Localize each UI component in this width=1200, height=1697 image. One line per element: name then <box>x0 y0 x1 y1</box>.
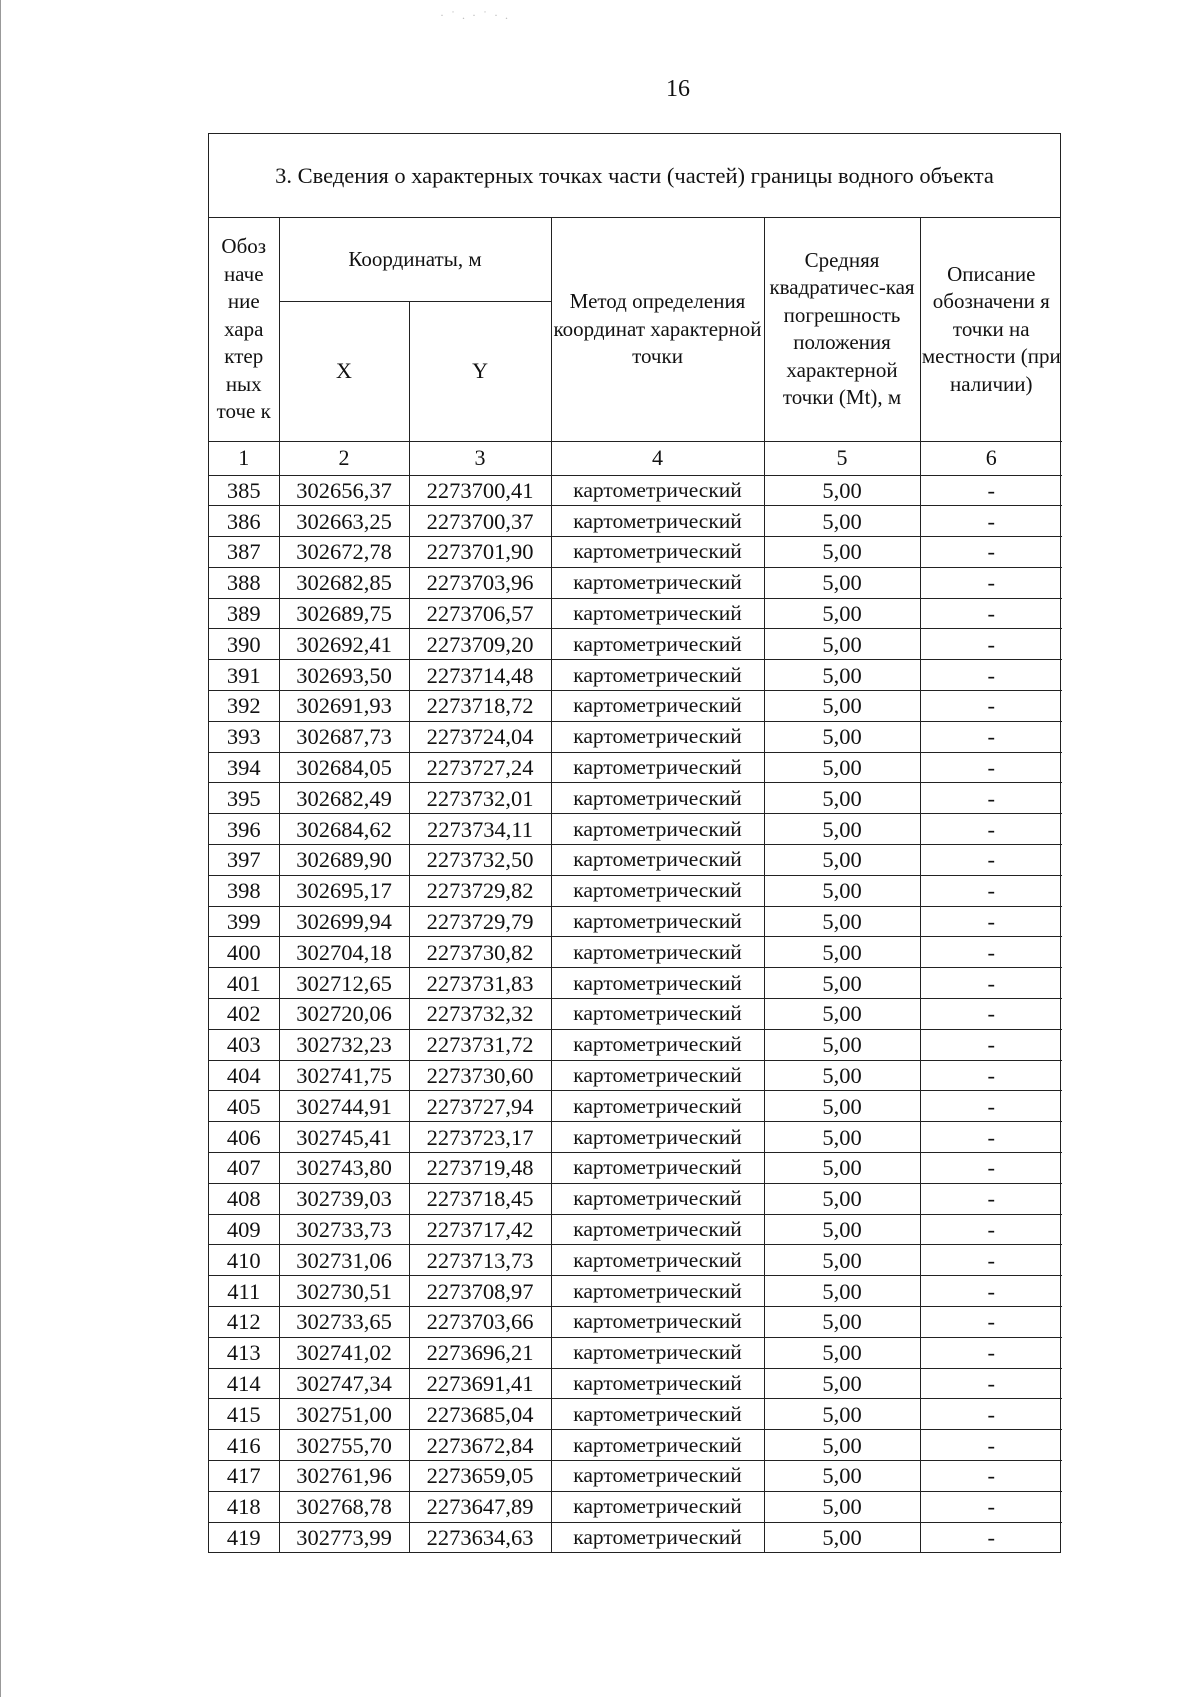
table-row <box>209 475 1062 506</box>
error-cell: 5,00 <box>764 1245 920 1276</box>
description-cell: - <box>920 1060 1062 1091</box>
description-cell: - <box>920 1183 1062 1214</box>
method-cell: картометрический <box>551 721 764 752</box>
method-cell: картометрический <box>551 1214 764 1245</box>
error-cell: 5,00 <box>764 1183 920 1214</box>
method-cell: картометрический <box>551 1153 764 1184</box>
method-cell: картометрический <box>551 999 764 1030</box>
point-number-cell: 413 <box>209 1337 279 1368</box>
description-cell: - <box>920 537 1062 568</box>
table-row <box>209 567 1062 598</box>
point-number-cell: 417 <box>209 1461 279 1492</box>
y-coordinate-cell: 2273718,72 <box>409 691 551 722</box>
error-cell: 5,00 <box>764 1214 920 1245</box>
method-cell: картометрический <box>551 629 764 660</box>
x-coordinate-cell: 302687,73 <box>279 721 409 752</box>
point-number-cell: 404 <box>209 1060 279 1091</box>
table-row <box>209 721 1062 752</box>
column-number: 2 <box>279 441 409 475</box>
section-title: 3. Сведения о характерных точках части (частей) границы водного объекта <box>209 134 1060 218</box>
table-row <box>209 814 1062 845</box>
method-cell: картометрический <box>551 598 764 629</box>
method-cell: картометрический <box>551 845 764 876</box>
column-number: 1 <box>209 441 279 475</box>
error-cell: 5,00 <box>764 999 920 1030</box>
table-row <box>209 1522 1062 1552</box>
table-row <box>209 506 1062 537</box>
error-cell: 5,00 <box>764 506 920 537</box>
description-cell: - <box>920 1276 1062 1307</box>
x-coordinate-cell: 302689,90 <box>279 845 409 876</box>
description-cell: - <box>920 1091 1062 1122</box>
table-row <box>209 1245 1062 1276</box>
y-coordinate-cell: 2273730,60 <box>409 1060 551 1091</box>
description-cell: - <box>920 1430 1062 1461</box>
method-cell: картометрический <box>551 906 764 937</box>
method-cell: картометрический <box>551 1522 764 1552</box>
table-row <box>209 1029 1062 1060</box>
point-number-cell: 416 <box>209 1430 279 1461</box>
x-coordinate-cell: 302672,78 <box>279 537 409 568</box>
error-cell: 5,00 <box>764 721 920 752</box>
error-cell: 5,00 <box>764 875 920 906</box>
description-cell: - <box>920 660 1062 691</box>
table-row <box>209 1060 1062 1091</box>
description-cell: - <box>920 1368 1062 1399</box>
method-cell: картометрический <box>551 1461 764 1492</box>
table-row <box>209 783 1062 814</box>
description-cell: - <box>920 691 1062 722</box>
y-coordinate-cell: 2273727,94 <box>409 1091 551 1122</box>
point-number-cell: 388 <box>209 567 279 598</box>
point-number-cell: 409 <box>209 1214 279 1245</box>
description-cell: - <box>920 1214 1062 1245</box>
description-cell: - <box>920 968 1062 999</box>
method-cell: картометрический <box>551 691 764 722</box>
table-row <box>209 968 1062 999</box>
x-coordinate-cell: 302684,05 <box>279 752 409 783</box>
method-cell: картометрический <box>551 1060 764 1091</box>
header-description: Описание обозначени я точки на местности (при наличии) <box>920 218 1062 441</box>
y-coordinate-cell: 2273691,41 <box>409 1368 551 1399</box>
y-coordinate-cell: 2273706,57 <box>409 598 551 629</box>
y-coordinate-cell: 2273713,73 <box>409 1245 551 1276</box>
description-cell: - <box>920 875 1062 906</box>
point-number-cell: 386 <box>209 506 279 537</box>
table-row <box>209 1307 1062 1338</box>
description-cell: - <box>920 906 1062 937</box>
description-cell: - <box>920 721 1062 752</box>
method-cell: картометрический <box>551 1276 764 1307</box>
method-cell: картометрический <box>551 660 764 691</box>
error-cell: 5,00 <box>764 937 920 968</box>
method-cell: картометрический <box>551 1245 764 1276</box>
table-row <box>209 1491 1062 1522</box>
method-cell: картометрический <box>551 814 764 845</box>
table-row <box>209 1153 1062 1184</box>
error-cell: 5,00 <box>764 1307 920 1338</box>
error-cell: 5,00 <box>764 1122 920 1153</box>
description-cell: - <box>920 506 1062 537</box>
y-coordinate-cell: 2273700,41 <box>409 475 551 506</box>
error-cell: 5,00 <box>764 968 920 999</box>
x-coordinate-cell: 302682,85 <box>279 567 409 598</box>
header-x: X <box>279 301 409 441</box>
y-coordinate-cell: 2273732,50 <box>409 845 551 876</box>
table-row <box>209 1461 1062 1492</box>
description-cell: - <box>920 1245 1062 1276</box>
method-cell: картометрический <box>551 875 764 906</box>
table-row <box>209 1122 1062 1153</box>
error-cell: 5,00 <box>764 814 920 845</box>
header-error: Средняя квадратичес-кая погрешность положения характерной точки (Mt), м <box>764 218 920 441</box>
method-cell: картометрический <box>551 1491 764 1522</box>
column-number: 3 <box>409 441 551 475</box>
table-row <box>209 537 1062 568</box>
error-cell: 5,00 <box>764 475 920 506</box>
point-number-cell: 393 <box>209 721 279 752</box>
error-cell: 5,00 <box>764 1153 920 1184</box>
description-cell: - <box>920 752 1062 783</box>
point-number-cell: 387 <box>209 537 279 568</box>
method-cell: картометрический <box>551 567 764 598</box>
error-cell: 5,00 <box>764 1430 920 1461</box>
x-coordinate-cell: 302745,41 <box>279 1122 409 1153</box>
x-coordinate-cell: 302691,93 <box>279 691 409 722</box>
method-cell: картометрический <box>551 475 764 506</box>
table-row <box>209 906 1062 937</box>
y-coordinate-cell: 2273729,79 <box>409 906 551 937</box>
x-coordinate-cell: 302693,50 <box>279 660 409 691</box>
point-number-cell: 385 <box>209 475 279 506</box>
table-row <box>209 629 1062 660</box>
point-number-cell: 394 <box>209 752 279 783</box>
point-number-cell: 407 <box>209 1153 279 1184</box>
description-cell: - <box>920 567 1062 598</box>
x-coordinate-cell: 302773,99 <box>279 1522 409 1552</box>
error-cell: 5,00 <box>764 1368 920 1399</box>
description-cell: - <box>920 1153 1062 1184</box>
x-coordinate-cell: 302741,75 <box>279 1060 409 1091</box>
point-number-cell: 403 <box>209 1029 279 1060</box>
description-cell: - <box>920 598 1062 629</box>
point-number-cell: 412 <box>209 1307 279 1338</box>
error-cell: 5,00 <box>764 906 920 937</box>
description-cell: - <box>920 1122 1062 1153</box>
y-coordinate-cell: 2273708,97 <box>409 1276 551 1307</box>
table-row <box>209 1276 1062 1307</box>
error-cell: 5,00 <box>764 1276 920 1307</box>
column-number-row <box>209 441 1062 475</box>
y-coordinate-cell: 2273729,82 <box>409 875 551 906</box>
description-cell: - <box>920 845 1062 876</box>
error-cell: 5,00 <box>764 1337 920 1368</box>
error-cell: 5,00 <box>764 1091 920 1122</box>
description-cell: - <box>920 1307 1062 1338</box>
table-body <box>209 475 1062 1552</box>
y-coordinate-cell: 2273672,84 <box>409 1430 551 1461</box>
column-number: 4 <box>551 441 764 475</box>
x-coordinate-cell: 302704,18 <box>279 937 409 968</box>
x-coordinate-cell: 302699,94 <box>279 906 409 937</box>
table-row <box>209 999 1062 1030</box>
point-number-cell: 400 <box>209 937 279 968</box>
y-coordinate-cell: 2273685,04 <box>409 1399 551 1430</box>
y-coordinate-cell: 2273700,37 <box>409 506 551 537</box>
x-coordinate-cell: 302761,96 <box>279 1461 409 1492</box>
y-coordinate-cell: 2273696,21 <box>409 1337 551 1368</box>
header-y: Y <box>409 301 551 441</box>
method-cell: картометрический <box>551 783 764 814</box>
error-cell: 5,00 <box>764 629 920 660</box>
y-coordinate-cell: 2273703,96 <box>409 567 551 598</box>
point-number-cell: 418 <box>209 1491 279 1522</box>
point-number-cell: 415 <box>209 1399 279 1430</box>
x-coordinate-cell: 302695,17 <box>279 875 409 906</box>
method-cell: картометрический <box>551 1029 764 1060</box>
column-number: 6 <box>920 441 1062 475</box>
description-cell: - <box>920 814 1062 845</box>
table-row <box>209 691 1062 722</box>
y-coordinate-cell: 2273634,63 <box>409 1522 551 1552</box>
method-cell: картометрический <box>551 1122 764 1153</box>
table-row <box>209 937 1062 968</box>
table-row <box>209 1214 1062 1245</box>
y-coordinate-cell: 2273732,32 <box>409 999 551 1030</box>
x-coordinate-cell: 302731,06 <box>279 1245 409 1276</box>
y-coordinate-cell: 2273724,04 <box>409 721 551 752</box>
x-coordinate-cell: 302712,65 <box>279 968 409 999</box>
x-coordinate-cell: 302682,49 <box>279 783 409 814</box>
point-number-cell: 398 <box>209 875 279 906</box>
error-cell: 5,00 <box>764 1399 920 1430</box>
x-coordinate-cell: 302663,25 <box>279 506 409 537</box>
x-coordinate-cell: 302733,73 <box>279 1214 409 1245</box>
y-coordinate-cell: 2273703,66 <box>409 1307 551 1338</box>
method-cell: картометрический <box>551 968 764 999</box>
method-cell: картометрический <box>551 937 764 968</box>
method-cell: картометрический <box>551 1337 764 1368</box>
header-method: Метод определения координат характерной точки <box>551 218 764 441</box>
scan-edge <box>0 0 1 1697</box>
x-coordinate-cell: 302747,34 <box>279 1368 409 1399</box>
method-cell: картометрический <box>551 1430 764 1461</box>
point-number-cell: 395 <box>209 783 279 814</box>
point-number-cell: 397 <box>209 845 279 876</box>
table-row <box>209 1399 1062 1430</box>
description-cell: - <box>920 1337 1062 1368</box>
method-cell: картометрический <box>551 1307 764 1338</box>
table-row <box>209 1430 1062 1461</box>
description-cell: - <box>920 999 1062 1030</box>
error-cell: 5,00 <box>764 1491 920 1522</box>
x-coordinate-cell: 302755,70 <box>279 1430 409 1461</box>
point-number-cell: 389 <box>209 598 279 629</box>
x-coordinate-cell: 302733,65 <box>279 1307 409 1338</box>
y-coordinate-cell: 2273659,05 <box>409 1461 551 1492</box>
page-number: 16 <box>666 76 690 102</box>
error-cell: 5,00 <box>764 567 920 598</box>
y-coordinate-cell: 2273701,90 <box>409 537 551 568</box>
description-cell: - <box>920 1461 1062 1492</box>
table-row <box>209 845 1062 876</box>
x-coordinate-cell: 302732,23 <box>279 1029 409 1060</box>
x-coordinate-cell: 302730,51 <box>279 1276 409 1307</box>
y-coordinate-cell: 2273723,17 <box>409 1122 551 1153</box>
x-coordinate-cell: 302744,91 <box>279 1091 409 1122</box>
column-number: 5 <box>764 441 920 475</box>
point-number-cell: 410 <box>209 1245 279 1276</box>
description-cell: - <box>920 1491 1062 1522</box>
point-number-cell: 391 <box>209 660 279 691</box>
table-row <box>209 752 1062 783</box>
method-cell: картометрический <box>551 1183 764 1214</box>
header-coordinates: Координаты, м <box>279 218 551 301</box>
description-cell: - <box>920 629 1062 660</box>
error-cell: 5,00 <box>764 660 920 691</box>
x-coordinate-cell: 302720,06 <box>279 999 409 1030</box>
description-cell: - <box>920 937 1062 968</box>
y-coordinate-cell: 2273647,89 <box>409 1491 551 1522</box>
point-number-cell: 419 <box>209 1522 279 1552</box>
x-coordinate-cell: 302692,41 <box>279 629 409 660</box>
error-cell: 5,00 <box>764 691 920 722</box>
point-number-cell: 406 <box>209 1122 279 1153</box>
error-cell: 5,00 <box>764 783 920 814</box>
x-coordinate-cell: 302768,78 <box>279 1491 409 1522</box>
y-coordinate-cell: 2273714,48 <box>409 660 551 691</box>
table-row <box>209 1368 1062 1399</box>
point-number-cell: 396 <box>209 814 279 845</box>
description-cell: - <box>920 1522 1062 1552</box>
y-coordinate-cell: 2273732,01 <box>409 783 551 814</box>
y-coordinate-cell: 2273717,42 <box>409 1214 551 1245</box>
method-cell: картометрический <box>551 1091 764 1122</box>
header-designation: Обоз наче ние хара ктер ных точе к <box>209 218 279 441</box>
point-number-cell: 405 <box>209 1091 279 1122</box>
method-cell: картометрический <box>551 1399 764 1430</box>
error-cell: 5,00 <box>764 752 920 783</box>
description-cell: - <box>920 1399 1062 1430</box>
point-number-cell: 414 <box>209 1368 279 1399</box>
y-coordinate-cell: 2273718,45 <box>409 1183 551 1214</box>
point-number-cell: 399 <box>209 906 279 937</box>
method-cell: картометрический <box>551 537 764 568</box>
table-row <box>209 1091 1062 1122</box>
y-coordinate-cell: 2273734,11 <box>409 814 551 845</box>
error-cell: 5,00 <box>764 845 920 876</box>
method-cell: картометрический <box>551 1368 764 1399</box>
point-number-cell: 401 <box>209 968 279 999</box>
description-cell: - <box>920 783 1062 814</box>
description-cell: - <box>920 1029 1062 1060</box>
x-coordinate-cell: 302684,62 <box>279 814 409 845</box>
point-number-cell: 390 <box>209 629 279 660</box>
table-row <box>209 1337 1062 1368</box>
error-cell: 5,00 <box>764 1060 920 1091</box>
description-cell: - <box>920 475 1062 506</box>
point-number-cell: 408 <box>209 1183 279 1214</box>
x-coordinate-cell: 302689,75 <box>279 598 409 629</box>
method-cell: картометрический <box>551 506 764 537</box>
x-coordinate-cell: 302743,80 <box>279 1153 409 1184</box>
table-row <box>209 598 1062 629</box>
y-coordinate-cell: 2273731,72 <box>409 1029 551 1060</box>
y-coordinate-cell: 2273727,24 <box>409 752 551 783</box>
table-row <box>209 1183 1062 1214</box>
point-number-cell: 402 <box>209 999 279 1030</box>
y-coordinate-cell: 2273719,48 <box>409 1153 551 1184</box>
boundary-points-table-frame <box>208 133 1061 1553</box>
y-coordinate-cell: 2273731,83 <box>409 968 551 999</box>
table-row <box>209 875 1062 906</box>
point-number-cell: 392 <box>209 691 279 722</box>
boundary-points-table <box>209 218 1062 1552</box>
y-coordinate-cell: 2273709,20 <box>409 629 551 660</box>
error-cell: 5,00 <box>764 1029 920 1060</box>
x-coordinate-cell: 302751,00 <box>279 1399 409 1430</box>
y-coordinate-cell: 2273730,82 <box>409 937 551 968</box>
scan-artifact: · ˙ . · ˙ · . <box>440 8 510 22</box>
error-cell: 5,00 <box>764 598 920 629</box>
x-coordinate-cell: 302656,37 <box>279 475 409 506</box>
x-coordinate-cell: 302741,02 <box>279 1337 409 1368</box>
error-cell: 5,00 <box>764 1522 920 1552</box>
error-cell: 5,00 <box>764 1461 920 1492</box>
point-number-cell: 411 <box>209 1276 279 1307</box>
table-row <box>209 660 1062 691</box>
error-cell: 5,00 <box>764 537 920 568</box>
x-coordinate-cell: 302739,03 <box>279 1183 409 1214</box>
method-cell: картометрический <box>551 752 764 783</box>
